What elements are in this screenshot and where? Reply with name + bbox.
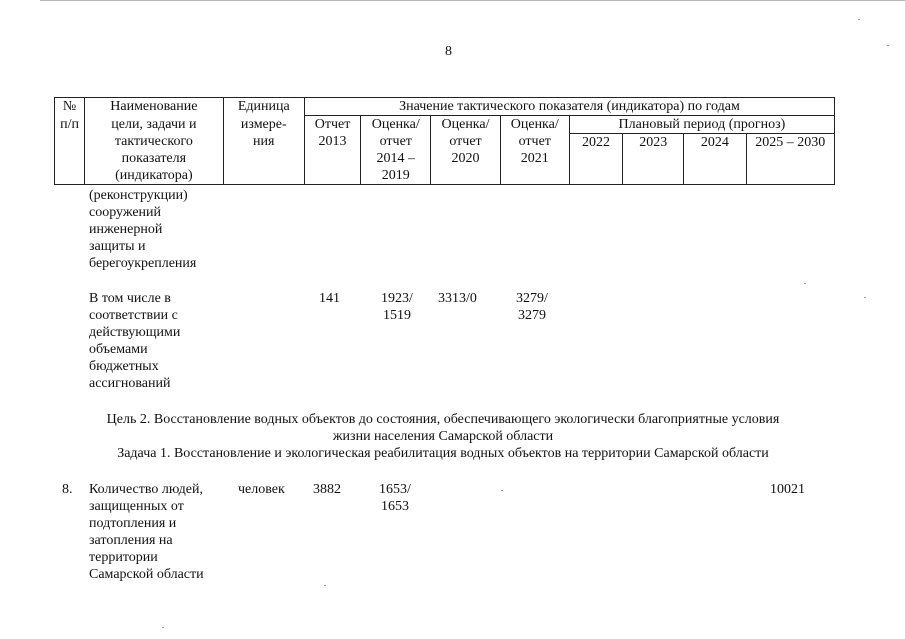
value-line: 1519 [383, 308, 411, 323]
name-line: защиты и [89, 239, 146, 254]
row-8-name [89, 481, 204, 583]
name-line: Самарской области [89, 567, 204, 582]
name-line: бюджетных [89, 359, 159, 374]
header-line: 2021 [520, 151, 549, 166]
value-line: 1653 [381, 499, 409, 514]
goal-title-line: Цель 2. Восстановление водных объектов до состояния, обеспечивающего экологически благоприятные условия [106, 412, 780, 427]
header-name-line: тактического [114, 133, 193, 149]
header-est-2014-2019 [361, 116, 431, 185]
header-num-label-2: п/п [60, 116, 79, 132]
header-line: отчет [379, 134, 412, 149]
scan-speck [324, 585, 326, 586]
header-plan-2025-2030: 2025 – 2030 [746, 134, 834, 185]
header-line: Оценка/ [371, 117, 420, 132]
header-unit-cell [223, 98, 304, 116]
name-line: сооружений [89, 205, 162, 220]
value-line: 3279/ [516, 291, 548, 306]
scan-speck [162, 627, 164, 628]
header-plan-2023: 2023 [623, 134, 684, 185]
header-plan-2024: 2024 [684, 134, 746, 185]
header-line: Оценка/ [510, 117, 559, 132]
scan-edge-line [40, 0, 905, 1]
value-line: 1923/ [381, 291, 413, 306]
header-name-cell [85, 98, 224, 116]
name-line: берегоукрепления [89, 256, 197, 271]
header-num-cell [55, 98, 85, 116]
header-unit-cell-cont [223, 116, 304, 185]
row-8-value-2013: 3882 [313, 482, 341, 497]
page-number: 8 [445, 44, 452, 59]
header-unit-line: ния [253, 133, 275, 149]
scan-speck [887, 45, 889, 46]
task-1-title: Задача 1. Восстановление и экологическая реабилитация водных объектов на территории Самарской области [117, 446, 769, 461]
incl-value-2013: 141 [319, 291, 340, 306]
header-line: 2019 [381, 168, 410, 183]
header-est-2021 [500, 116, 569, 185]
goal-title-line: жизни населения Самарской области [332, 429, 554, 444]
name-line: действующими [89, 325, 181, 340]
row-8-number: 8. [62, 482, 73, 497]
name-line: территории [89, 550, 158, 565]
name-line: В том числе в [89, 291, 171, 306]
header-line: 2020 [451, 151, 480, 166]
incl-row-name [89, 290, 180, 392]
row-8-unit: человек [238, 482, 285, 497]
incl-value-2020: 3313/0 [438, 291, 477, 306]
header-line: 2014 – [376, 151, 415, 166]
header-name-line: Наименование [110, 99, 198, 114]
name-line: ассигнований [89, 376, 171, 391]
name-line: инженерной [89, 222, 163, 237]
value-line: 3279 [518, 308, 546, 323]
header-line: отчет [518, 134, 551, 149]
header-line: Отчет [314, 117, 351, 132]
goal-2-title [40, 411, 846, 445]
name-line: Количество людей, [89, 482, 203, 497]
header-num-cell-cont [55, 116, 85, 185]
name-line: подтопления и [89, 516, 177, 531]
header-report-2013 [304, 116, 360, 185]
value-line: 1653/ [379, 482, 411, 497]
name-line: защищенных от [89, 499, 184, 514]
scan-speck [858, 19, 860, 20]
indicator-table-header [54, 97, 835, 185]
scan-speck [501, 490, 503, 491]
header-line: 2013 [318, 134, 347, 149]
header-plan-title: Плановый период (прогноз) [569, 116, 834, 134]
row-8-value-2025-2030: 10021 [770, 482, 805, 497]
header-name-cell-cont [85, 116, 224, 185]
name-line: затопления на [89, 533, 173, 548]
continuation-name [89, 187, 196, 272]
header-unit-line: Единица [237, 99, 290, 114]
name-line: объемами [89, 342, 148, 357]
header-unit-line: измере- [240, 116, 287, 132]
scan-speck [804, 283, 806, 284]
name-line: соответствии с [89, 308, 178, 323]
header-est-2020 [431, 116, 500, 185]
header-name-line: (индикатора) [115, 167, 193, 183]
incl-value-2021 [512, 290, 552, 324]
header-group-title: Значение тактического показателя (индикатора) по годам [304, 98, 834, 116]
scan-speck [864, 297, 866, 298]
header-name-line: показателя [121, 150, 187, 166]
header-line: отчет [449, 134, 482, 149]
name-line: (реконструкции) [89, 188, 188, 203]
header-num-label: № [62, 99, 77, 114]
incl-value-2014-2019 [377, 290, 417, 324]
header-name-line: цели, задачи и [111, 116, 197, 132]
header-plan-2022: 2022 [569, 134, 622, 185]
row-8-value-2014-2019 [375, 481, 415, 515]
header-line: Оценка/ [441, 117, 490, 132]
